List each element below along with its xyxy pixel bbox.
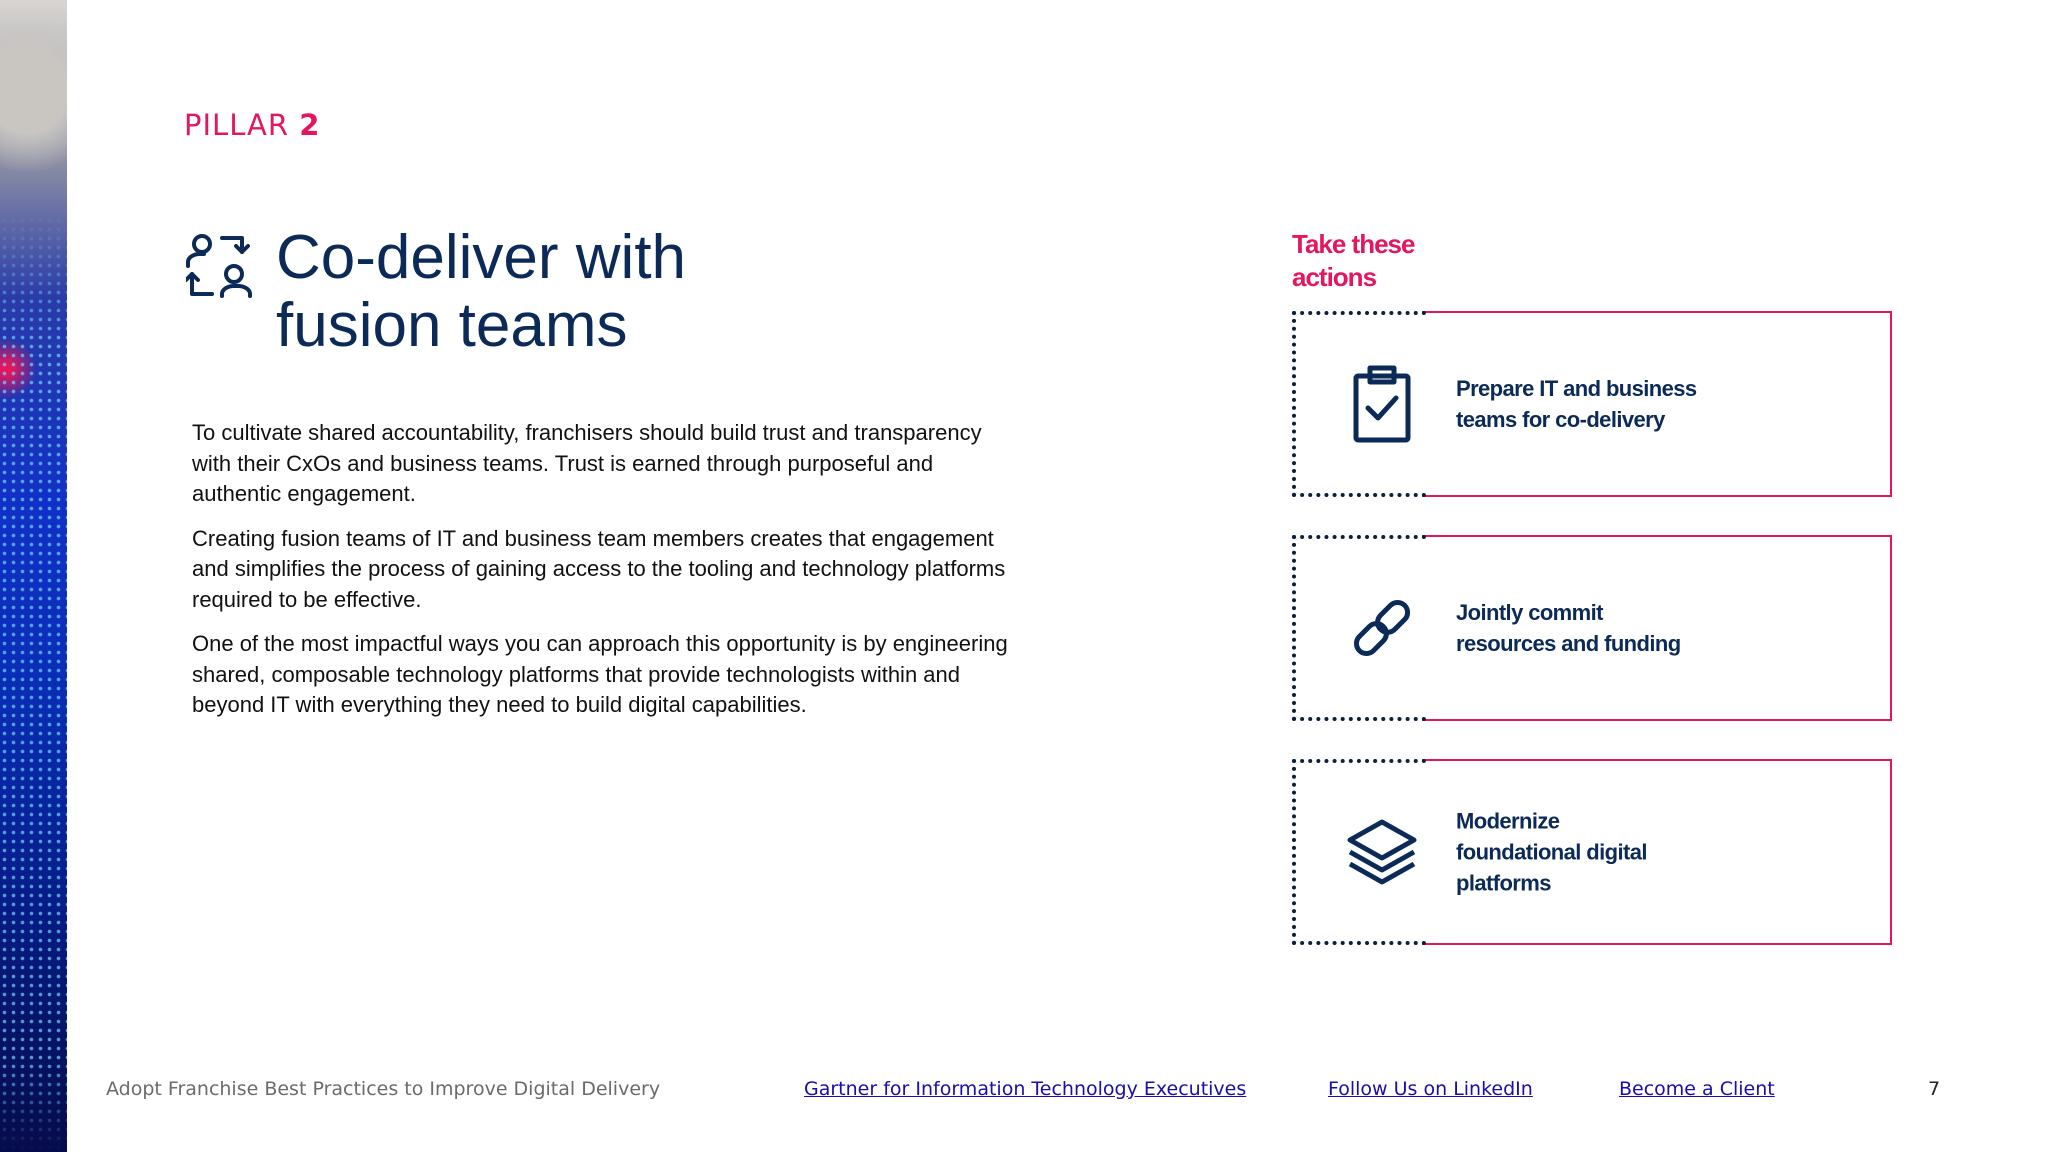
paragraph: One of the most impactful ways you can approach this opportunity is by engineering shared, composable technology platforms that provide technologists within and beyond IT with everything they need to build digital capabilities. <box>192 631 1008 717</box>
body-text <box>192 418 1012 735</box>
actions-heading: Take these actions <box>1292 229 1415 292</box>
page-title: Co-deliver with fusion teams <box>276 223 687 360</box>
clipboard-check-icon <box>1346 364 1418 444</box>
footer-link-gartner[interactable]: Gartner for Information Technology Executives <box>804 1078 1247 1100</box>
link-icon <box>1346 588 1418 668</box>
footer-link-become-client[interactable]: Become a Client <box>1619 1078 1775 1100</box>
action-card-prepare <box>1292 311 1892 497</box>
pillar-label: PILLAR 2 <box>184 108 321 142</box>
decorative-side-image <box>0 0 67 1152</box>
footer-doc-title: Adopt Franchise Best Practices to Improve Digital Delivery <box>106 1078 661 1100</box>
footer-link-linkedin[interactable]: Follow Us on LinkedIn <box>1328 1078 1533 1100</box>
pillar-number: 2 <box>299 108 321 142</box>
paragraph: Creating fusion teams of IT and business team members creates that engagement and simplifies the process of gaining access to the tooling and technology platforms required to be effective. <box>192 525 1006 612</box>
action-card-commit <box>1292 535 1892 721</box>
action-label: Modernize foundational digital platforms <box>1456 808 1647 896</box>
fusion-team-icon <box>186 232 252 298</box>
page-number: 7 <box>1928 1078 1941 1100</box>
action-label: Prepare IT and business teams for co-delivery <box>1456 376 1697 432</box>
paragraph: To cultivate shared accountability, franchisers should build trust and transparency with their CxOs and business teams. Trust is earned through purposeful and authentic engagement. <box>192 420 982 506</box>
action-card-modernize <box>1292 759 1892 945</box>
layers-icon <box>1346 812 1418 892</box>
action-label: Jointly commit resources and funding <box>1456 600 1681 656</box>
